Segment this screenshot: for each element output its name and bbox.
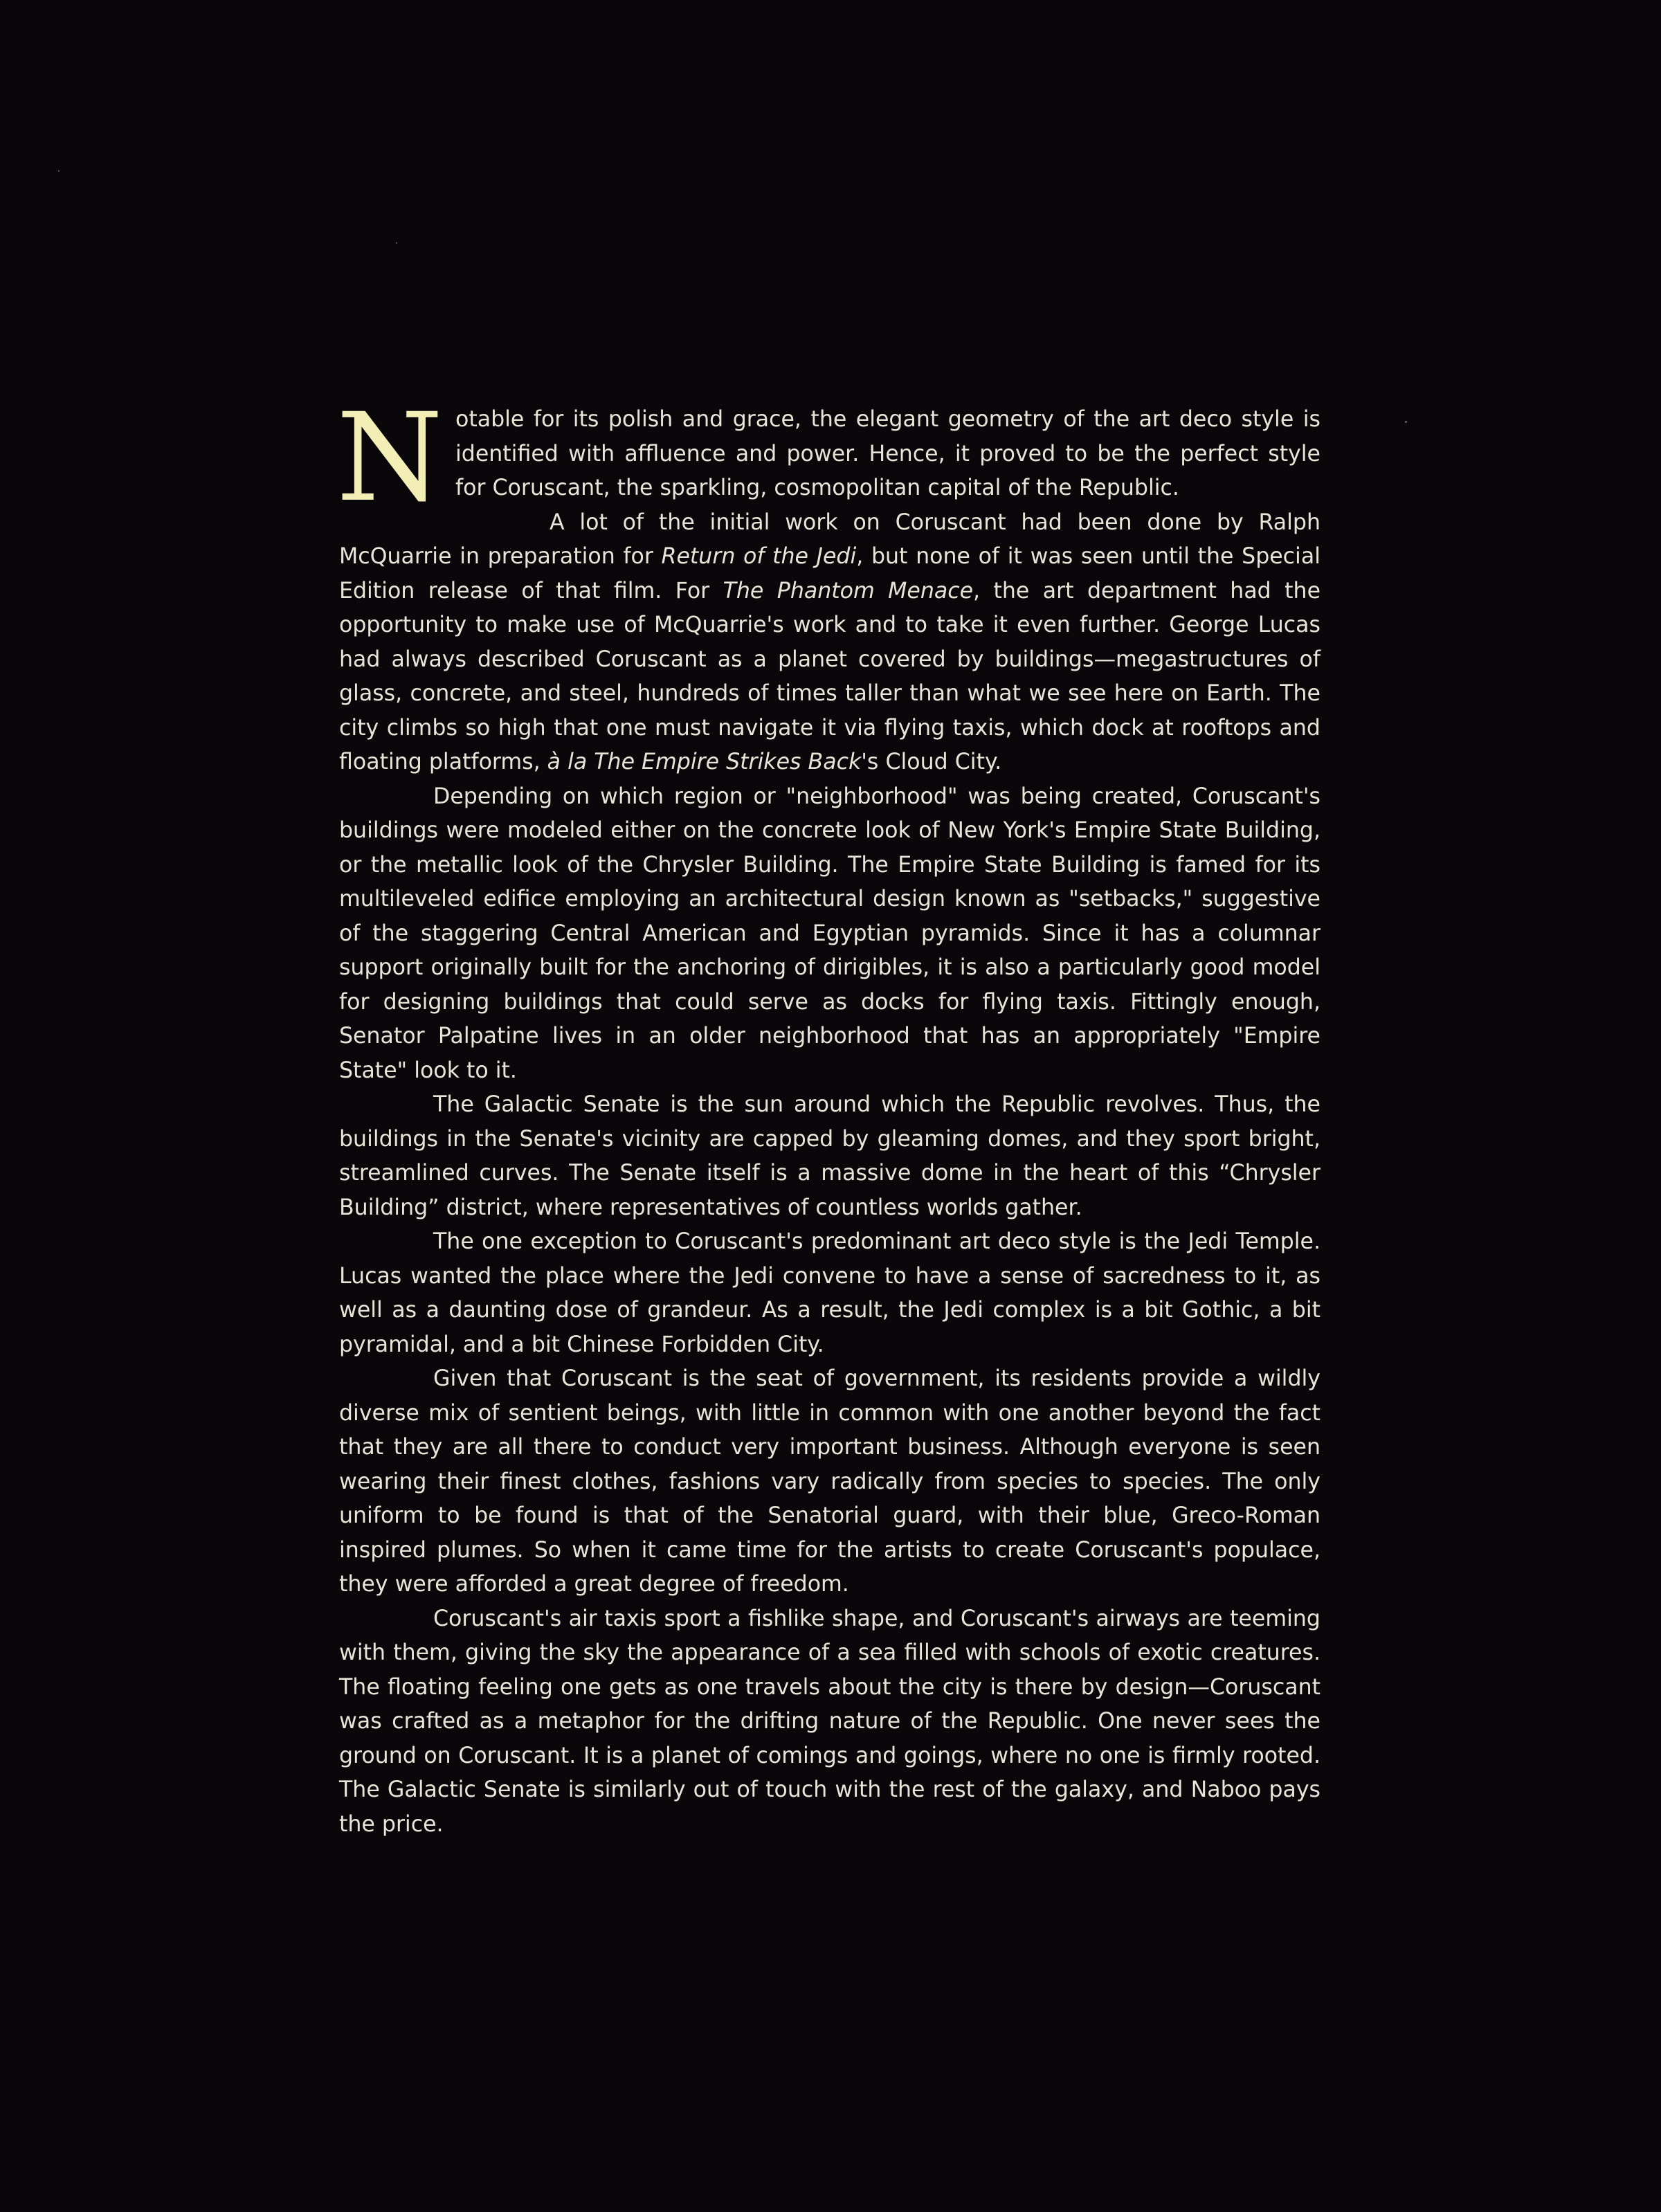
text-run: Coruscant's air taxis sport a fishlike shape, and Coruscant's airways are teeming with them, giving the sky the appearance of a sea filled with schools of exotic creatures. The floating feeling one gets as one travels about the city is there by design—Coruscant was crafted as a metaphor for the drifting nature of the Republic. One never sees the ground on Coruscant. It is a planet of comings and goings, where no one is firmly rooted. The Galactic Senate is similarly out of touch with the rest of the galaxy, and Naboo pays the price. <box>339 1606 1320 1837</box>
paragraph <box>336 387 1320 529</box>
paragraph <box>339 1362 1320 1602</box>
text-run: 's Cloud City. <box>861 750 1002 774</box>
dust-speck <box>1405 421 1407 423</box>
text-run: otable for its polish and grace, the elegant geometry of the art deco style is identified with affluence and power. Hence, it proved to be the perfect style for Coruscant, the sparkling, cosmopolitan capital of the Republic. <box>455 407 1320 500</box>
text-run: The Galactic Senate is the sun around which the Republic revolves. Thus, the buildings in the Senate's vicinity are capped by gleaming domes, and they sport bright, streamlined curves. The Senate itself is a massive dome in the heart of this “Chrysler Building” district, where representatives of countless worlds gather. <box>339 1092 1320 1220</box>
text-run: Depending on which region or "neighborhood" was being created, Coruscant's buildings were modeled either on the concrete look of New York's Empire State Building, or the metallic look of the Chrysler Building. The Empire State Building is famed for its multileveled edifice employing an architectural design known as "setbacks," suggestive of the staggering Central American and Egyptian pyramids. Since it has a columnar support originally built for the anchoring of dirigibles, it is also a particularly good model for designing buildings that could serve as docks for flying taxis. Fittingly enough, Senator Palpatine lives in an older neighborhood that has an appropriately "Empire State" look to it. <box>339 783 1320 1083</box>
italic-title: The Phantom Menace <box>723 578 974 604</box>
text-run: , the art department had the opportunity to make use of McQuarrie's work and to take it even further. George Lucas had always described Coruscant as a planet covered by buildings—megastructures of glass, concrete, and steel, hundreds of times taller than what we see here on Earth. The city climbs so high that one must navigate it via flying taxis, which dock at rooftops and floating platforms, <box>339 578 1321 774</box>
paragraph <box>339 1602 1320 1842</box>
paragraph <box>339 1225 1320 1362</box>
text-run: The one exception to Coruscant's predominant art deco style is the Jedi Temple. Lucas wanted the place where the Jedi convene to have a sense of sacredness to it, as well as a daunting dose of grandeur. As a result, the Jedi complex is a bit Gothic, a bit pyramidal, and a bit Chinese Forbidden City. <box>339 1229 1320 1357</box>
drop-cap: N <box>336 387 443 529</box>
dust-speck <box>396 242 397 244</box>
paragraph <box>339 506 1320 780</box>
paragraph <box>339 1088 1320 1225</box>
text-run: , but none of it was seen until the Special Edition release of that film. For <box>339 544 1320 604</box>
italic-title: à la The Empire Strikes Back <box>547 750 862 774</box>
dust-speck <box>58 170 60 172</box>
italic-title: Return of the Jedi <box>661 544 857 569</box>
article-body <box>336 387 1321 1842</box>
text-run: A lot of the initial work on Coruscant had been done by Ralph McQuarrie in preparation for <box>339 509 1320 569</box>
paragraph <box>339 780 1320 1089</box>
text-run: Given that Coruscant is the seat of government, its residents provide a wildly diverse mix of sentient beings, with little in common with one another beyond the fact that they are all there to conduct very important business. Although everyone is seen wearing their finest clothes, fashions vary radically from species to species. The only uniform to be found is that of the Senatorial guard, with their blue, Greco-Roman inspired plumes. So when it came time for the artists to create Coruscant's populace, they were afforded a great degree of freedom. <box>339 1366 1320 1597</box>
